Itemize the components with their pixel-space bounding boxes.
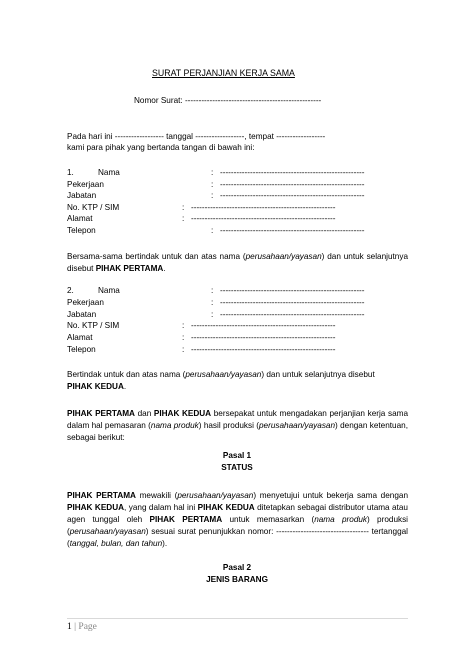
party2-field-dashes: ----------------------------------------------------- xyxy=(220,298,365,307)
party2-field-label: Telepon xyxy=(67,345,96,354)
party2-field-colon: : xyxy=(182,321,185,330)
party1-field-label: No. KTP / SIM xyxy=(67,203,120,212)
party2-field-colon: : xyxy=(182,345,185,354)
party1-field-label: Telepon xyxy=(67,226,96,235)
party1-field-colon: : xyxy=(211,168,214,177)
party1-description: Bersama-sama bertindak untuk dan atas nama (perusahaan/yayasan) dan untuk selanjutnya disebut PIHAK PERTAMA. xyxy=(67,252,408,273)
intro-line-1: Pada hari ini ------------------ tanggal ------------------, tempat ------------------ xyxy=(67,132,326,141)
party1-field-dashes: ----------------------------------------------------- xyxy=(220,226,365,235)
footer-separator: | xyxy=(74,622,77,632)
party1-field-colon: : xyxy=(182,203,185,212)
document-title: SURAT PERJANJIAN KERJA SAMA xyxy=(152,68,295,78)
party1-field-label: Jabatan xyxy=(67,191,97,200)
intro-line-2: kami para pihak yang bertanda tangan di bawah ini: xyxy=(67,143,255,152)
pasal-1-paragraph: PIHAK PERTAMA mewakili (perusahaan/yayasan) menyetujui untuk bekerja sama dengan PIHAK KEDUA, yang dalam hal ini PIHAK KEDUA ditetapkan sebagai distributor utama atau agen tunggal oleh PIHAK PERTAMA untuk memasarkan (nama produk) produksi (perusahaan/yayasan) sesuai surat penunjukkan nomor: ---------------------------------- tertanggal (tanggal, bulan, dan tahun). xyxy=(67,491,409,548)
party1-field-colon: : xyxy=(211,180,214,189)
party1-number: 1. xyxy=(67,168,74,177)
party1-field-label: Pekerjaan xyxy=(67,180,104,189)
party1-field-colon: : xyxy=(211,226,214,235)
party2-field-colon: : xyxy=(211,286,214,295)
pasal-1-heading: STATUS xyxy=(221,463,253,472)
agreement-paragraph: PIHAK PERTAMA dan PIHAK KEDUA bersepakat untuk mengadakan perjanjian kerja sama dalam hal pemasaran (nama produk) hasil produksi (perusahaan/yayasan) dengan ketentuan, sebagai berikut: xyxy=(67,409,408,442)
party2-field-label: Alamat xyxy=(67,333,93,342)
party2-field-label: Jabatan xyxy=(67,310,97,319)
party2-field-dashes: ----------------------------------------------------- xyxy=(220,286,365,295)
party2-field-colon: : xyxy=(182,333,185,342)
party2-field-label: Pekerjaan xyxy=(67,298,104,307)
party1-field-dashes: ----------------------------------------------------- xyxy=(191,214,336,223)
party2-field-dashes: ----------------------------------------------------- xyxy=(191,321,336,330)
party1-field-dashes: ----------------------------------------------------- xyxy=(220,180,365,189)
party2-field-label: Nama xyxy=(98,286,120,295)
party2-field-dashes: ----------------------------------------------------- xyxy=(191,333,336,342)
footer-rule xyxy=(67,618,408,619)
pasal-2-heading: JENIS BARANG xyxy=(206,575,268,584)
party1-field-dashes: ----------------------------------------------------- xyxy=(220,168,365,177)
party2-field-dashes: ----------------------------------------------------- xyxy=(191,345,336,354)
page-number: 1 xyxy=(67,622,72,632)
party1-field-dashes: ----------------------------------------------------- xyxy=(220,191,365,200)
party2-field-colon: : xyxy=(211,298,214,307)
party2-field-colon: : xyxy=(211,310,214,319)
pasal-2-number: Pasal 2 xyxy=(222,563,252,572)
party1-field-label: Alamat xyxy=(67,214,93,223)
party2-description: Bertindak untuk dan atas nama (perusahaan/yayasan) dan untuk selanjutnya disebut PIHAK KEDUA. xyxy=(67,370,375,391)
pasal-1-number: Pasal 1 xyxy=(222,451,252,460)
party1-field-colon: : xyxy=(211,191,214,200)
party2-field-dashes: ----------------------------------------------------- xyxy=(220,310,365,319)
page-label: Page xyxy=(78,622,97,632)
party1-field-colon: : xyxy=(182,214,185,223)
page-footer xyxy=(67,622,97,632)
nomor-surat: Nomor Surat: -------------------------------------------------- xyxy=(134,96,322,105)
party1-field-label: Nama xyxy=(98,168,120,177)
party2-number: 2. xyxy=(67,286,74,295)
party2-field-label: No. KTP / SIM xyxy=(67,321,120,330)
party1-field-dashes: ----------------------------------------------------- xyxy=(191,203,336,212)
